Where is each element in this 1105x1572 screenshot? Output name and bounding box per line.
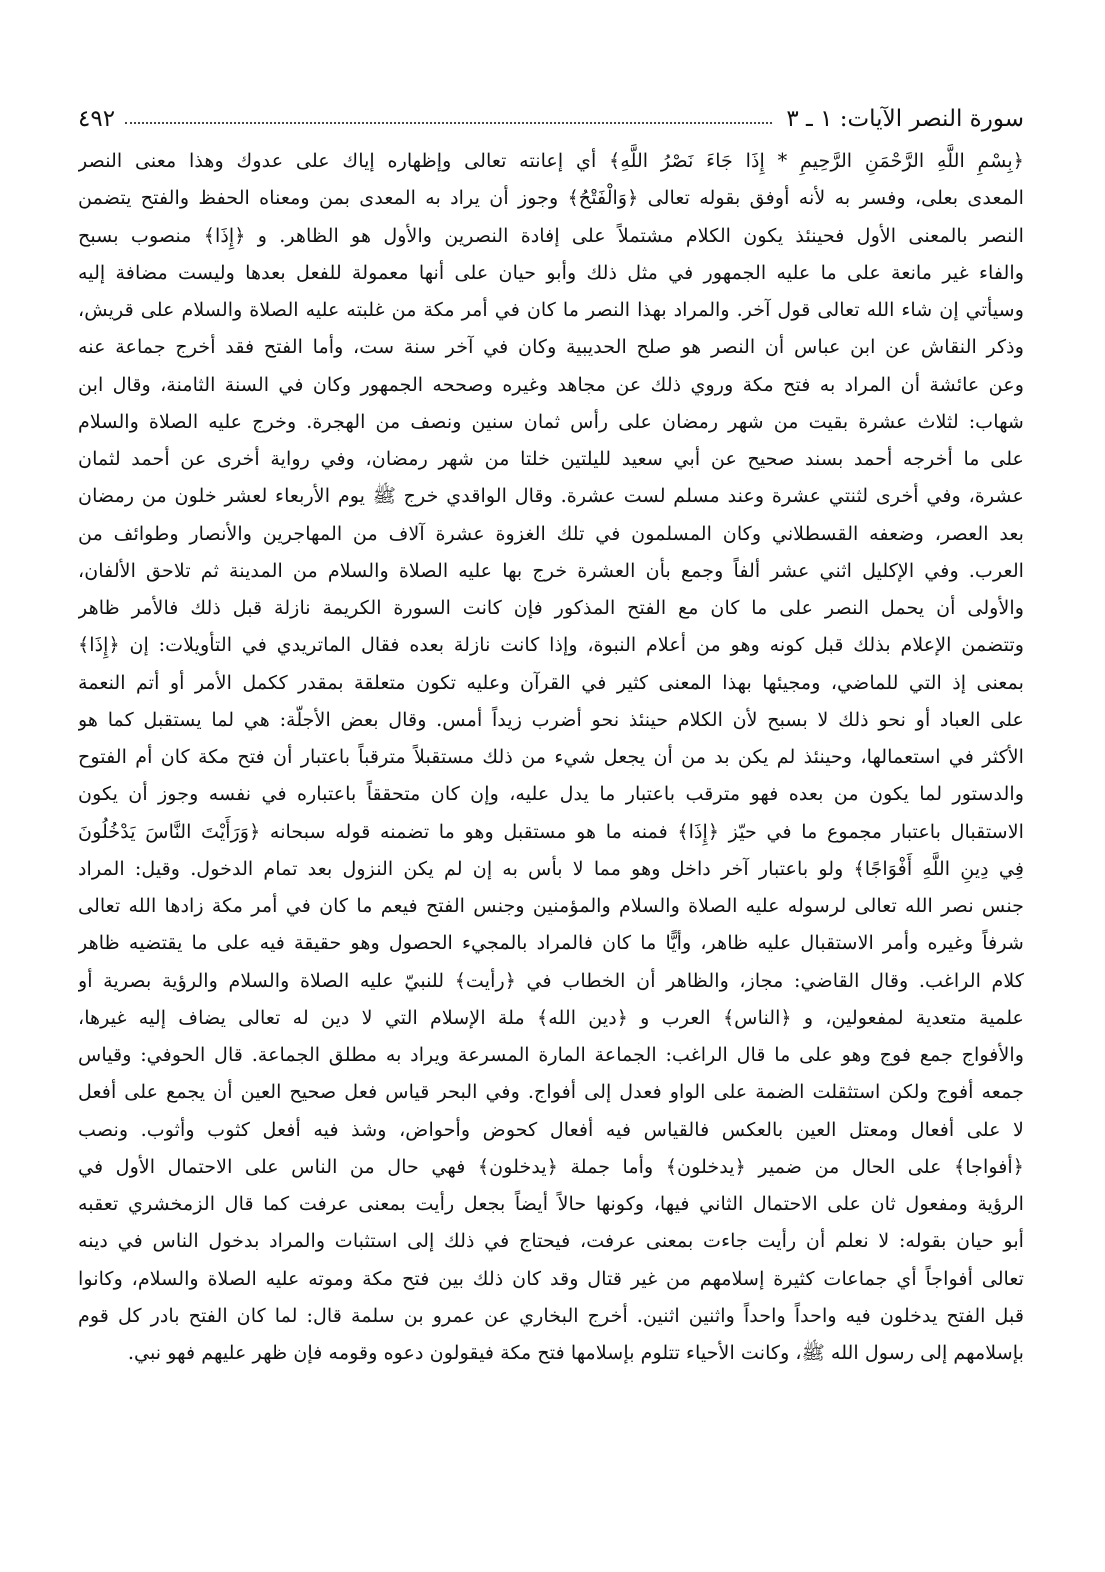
text-line: ﴿أفواجا﴾ على الحال من ضمير ﴿يدخلون﴾ وأما جملة ﴿يدخلون﴾ فهي حال من الناس على الاحتمال الأول في <box>78 1154 1024 1178</box>
dotted-leader <box>125 121 772 124</box>
surah-title: سورة النصر الآيات: ١ ـ ٣ <box>786 106 1024 132</box>
text-line: ﴿بِسْمِ اللَّهِ الرَّحْمَنِ الرَّحِيمِ * إِذَا جَاءَ نَصْرُ اللَّهِ﴾ أي إعانته تعالى وإظهاره إياك على عدوك وهذا معنى النصر <box>78 149 1024 172</box>
text-line: العرب. وفي الإكليل اثني عشر ألفاً وجمع بأن العشرة خرج بها عليه الصلاة والسلام من المدينة ثم تلاحق الألفان، <box>78 558 1024 582</box>
text-line: قبل الفتح يدخلون فيه واحداً واحداً واثنين اثنين. أخرج البخاري عن عمرو بن سلمة قال: لما كان الفتح بادر كل قوم <box>78 1303 1024 1327</box>
commentary-text <box>78 142 1024 1371</box>
text-line: والأولى أن يحمل النصر على ما كان مع الفتح المذكور فإن كانت السورة الكريمة نازلة قبل ذلك فالأمر ظاهر <box>78 596 1024 619</box>
text-line: النصر بالمعنى الأول فحينئذ يكون الكلام مشتملاً على إفادة النصرين والأول هو الظاهر. و ﴿إِذَا﴾ منصوب بسبح <box>78 223 1024 247</box>
text-line: وتتضمن الإعلام بذلك قبل كونه وهو من أعلام النبوة، وإذا كانت نازلة بعده فقال الماتريدي في التأويلات: إن ﴿إِذَا﴾ <box>78 633 1024 657</box>
running-header <box>78 92 1024 132</box>
text-line: بمعنى إذ التي للماضي، ومجيئها بهذا المعنى كثير في القرآن وعليه تكون متعلقة بمقدر ككمل الأمر أو أتم النعمة <box>78 670 1024 694</box>
text-line: بإسلامهم إلى رسول الله ﷺ، وكانت الأحياء تتلوم بإسلامها فتح مكة فيقولون دعوه وقومه فإن ظهر عليهم فهو نبي. <box>127 1341 1024 1364</box>
text-line: والفاء غير مانعة على ما عليه الجمهور في مثل ذلك وأبو حيان على أنها معمولة للفعل بعدها وليست مضافة إليه <box>78 260 1024 284</box>
text-line: الاستقبال باعتبار مجموع ما في حيّز ﴿إِذَا﴾ فمنه ما هو مستقبل وهو ما تضمنه قوله سبحانه ﴿وَرَأَيْتَ النَّاسَ يَدْخُلُونَ <box>78 819 1024 843</box>
text-line: عشرة، وفي أخرى لثنتي عشرة وعند مسلم لست عشرة. وقال الواقدي خرج ﷺ يوم الأربعاء لعشر خلون من رمضان <box>78 484 1024 508</box>
text-line: الأكثر في استعمالها، وحينئذ لم يكن بد من أن يجعل شيء من ذلك مستقبلاً مترقباً باعتبار أن فتح مكة كان أم الفتوح <box>78 745 1024 768</box>
book-page <box>78 0 1024 1572</box>
text-line: والأفواج جمع فوج وهو على ما قال الراغب: الجماعة المارة المسرعة ويراد به مطلق الجماعة. قال الحوفي: وقياس <box>78 1043 1024 1066</box>
text-line: تعالى أفواجاً أي جماعات كثيرة إسلامهم من غير قتال وقد كان ذلك بين فتح مكة وموته عليه الصلاة والسلام، وكانوا <box>78 1266 1024 1290</box>
text-line: علمية متعدية لمفعولين، و ﴿الناس﴾ العرب و ﴿دين الله﴾ ملة الإسلام التي لا دين له تعالى يضاف إليه غيرها، <box>78 1005 1024 1029</box>
page-number: ٤٩٢ <box>78 106 116 132</box>
text-line: وعن عائشة أن المراد به فتح مكة وروي ذلك عن مجاهد وغيره وصححه الجمهور وكان في السنة الثامنة، وقال ابن <box>78 372 1024 396</box>
text-line: بعد العصر، وضعفه القسطلاني وكان المسلمون في تلك الغزوة عشرة آلاف من المهاجرين والأنصار وطوائف من <box>78 521 1024 545</box>
text-line: شهاب: لثلاث عشرة بقيت من شهر رمضان على رأس ثمان سنين ونصف من الهجرة. وخرج عليه الصلاة والسلام <box>78 409 1024 433</box>
text-line: والدستور لما يكون من بعده فهو مترقب باعتبار ما يدل عليه، وإن كان متحققاً باعتباره في نفسه وجوز أن يكون <box>78 782 1024 806</box>
text-line: جنس نصر الله تعالى لرسوله عليه الصلاة والسلام والمؤمنين وجنس الفتح فيعم ما كان في أمر مكة زادها الله تعالى <box>78 894 1024 917</box>
text-line: على العباد أو نحو ذلك لا بسبح لأن الكلام حينئذ نحو أضرب زيداً أمس. وقال بعض الأجلّة: هي لما يستقبل كما هو <box>78 707 1024 731</box>
text-line: فِي دِينِ اللَّهِ أَفْوَاجًا﴾ ولو باعتبار آخر داخل وهو مما لا بأس به إن لم يكن النزول بعد تمام الدخول. وقيل: المراد <box>78 856 1024 880</box>
text-line: لا على أفعال ومعتل العين بالعكس فالقياس فيه أفعال كحوض وأحواض، وشذ فيه أفعل كثوب وأثوب. ونصب <box>78 1117 1024 1141</box>
text-line: الرؤية ومفعول ثان على الاحتمال الثاني فيها، وكونها حالاً أيضاً بجعل رأيت بمعنى عرفت كما قال الزمخشري تعقبه <box>78 1192 1024 1215</box>
text-line: أبو حيان بقوله: لا نعلم أن رأيت جاءت بمعنى عرفت، فيحتاج في ذلك إلى استثبات والمراد بدخول الناس في دينه <box>78 1229 1024 1253</box>
text-line: وذكر النقاش عن ابن عباس أن النصر هو صلح الحديبية وكان في آخر سنة ست، وأما الفتح فقد أخرج جماعة عنه <box>78 335 1024 359</box>
text-line: المعدى بعلى، وفسر به لأنه أوفق بقوله تعالى ﴿وَالْفَتْحُ﴾ وجوز أن يراد به المعدى بمن ومعناه الحفظ والفتح يتضمن <box>78 186 1024 210</box>
text-line: وسيأتي إن شاء الله تعالى قول آخر. والمراد بهذا النصر ما كان في أمر مكة من غلبته عليه الصلاة والسلام على قريش، <box>78 298 1024 321</box>
text-line: شرفاً وغيره وأمر الاستقبال عليه ظاهر، وأيًّا ما كان فالمراد بالمجيء الحصول وهو حقيقة فيه على ما يقتضيه ظاهر <box>78 931 1024 955</box>
text-line: على ما أخرجه أحمد بسند صحيح عن أبي سعيد لليلتين خلتا من شهر رمضان، وفي رواية أخرى عن أحمد لثمان <box>78 447 1024 470</box>
text-line: كلام الراغب. وقال القاضي: مجاز، والظاهر أن الخطاب في ﴿رأيت﴾ للنبيّ عليه الصلاة والسلام والرؤية بصرية أو <box>78 968 1024 992</box>
text-line: جمعه أفوج ولكن استثقلت الضمة على الواو فعدل إلى أفواج. وفي البحر قياس فعل صحيح العين أن يجمع على أفعل <box>78 1080 1024 1104</box>
